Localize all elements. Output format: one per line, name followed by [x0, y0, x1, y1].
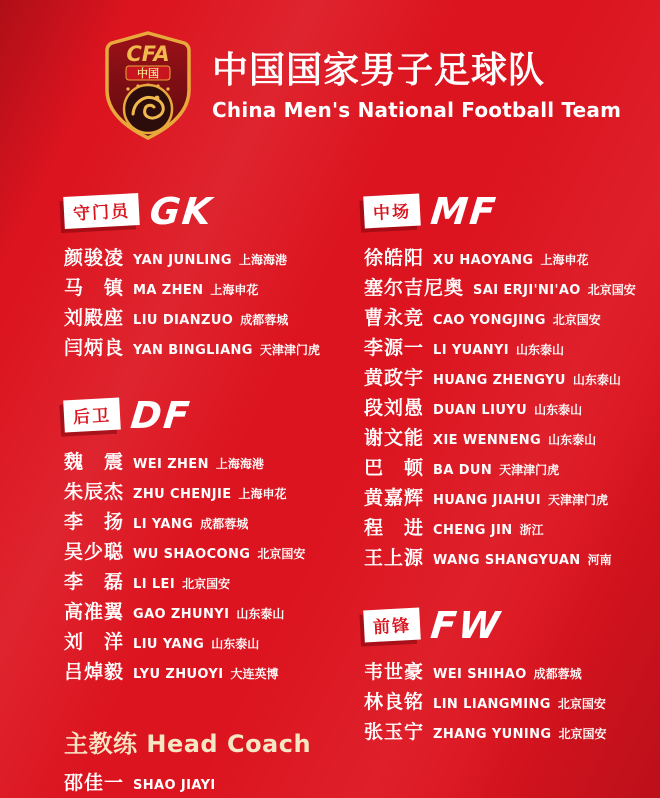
player-name: 吕焯毅 — [64, 661, 125, 683]
player-club: 山东泰山 — [236, 607, 285, 621]
player-name: 闫炳良 — [64, 337, 125, 359]
section-label-en: DF — [128, 393, 194, 437]
player-club: 上海申花 — [540, 253, 589, 267]
player-pinyin: GAO ZHUNYI — [133, 607, 230, 622]
player-name: 曹永竞 — [364, 307, 425, 329]
player-club: 上海海港 — [239, 253, 288, 267]
player-pinyin: YAN JUNLING — [133, 253, 232, 268]
player-name: 高准翼 — [64, 601, 125, 623]
player-club: 北京国安 — [557, 697, 606, 711]
player-club: 天津津门虎 — [548, 493, 609, 507]
player-club: 山东泰山 — [548, 433, 597, 447]
player-list-gk — [64, 245, 364, 364]
player-club: 北京国安 — [552, 313, 601, 327]
section-label-cn: 中场 — [363, 194, 421, 229]
player-name: 林良铭 — [364, 691, 425, 713]
player-name: 李 磊 — [64, 571, 125, 593]
player-row — [64, 305, 364, 334]
player-row — [364, 515, 660, 544]
title-chinese: 中国国家男子足球队 — [212, 49, 546, 91]
player-row — [64, 659, 364, 688]
player-pinyin: SAI ERJI'NI'AO — [473, 283, 581, 298]
player-club: 山东泰山 — [211, 637, 260, 651]
player-pinyin: CAO YONGJING — [433, 313, 546, 328]
player-club: 北京国安 — [558, 727, 607, 741]
player-name: 巴 顿 — [364, 457, 425, 479]
player-name: 徐皓阳 — [364, 247, 425, 269]
player-name: 张玉宁 — [364, 721, 425, 743]
player-pinyin: LIU YANG — [133, 637, 205, 652]
player-club: 天津津门虎 — [259, 343, 320, 357]
player-row — [64, 539, 364, 568]
player-pinyin: LI YUANYI — [433, 343, 510, 358]
player-name: 程 进 — [364, 517, 425, 539]
player-pinyin: LIN LIANGMING — [433, 697, 551, 712]
player-club: 山东泰山 — [516, 343, 565, 357]
player-row — [64, 245, 364, 274]
head-coach-row — [64, 768, 311, 795]
player-name: 颜骏凌 — [64, 247, 125, 269]
player-club: 山东泰山 — [534, 403, 583, 417]
head-coach-label-en: Head Coach — [146, 730, 312, 758]
section-label-cn: 前锋 — [363, 608, 421, 643]
player-row — [64, 599, 364, 628]
player-club: 成都蓉城 — [533, 667, 582, 681]
head-coach-pinyin: SHAO JIAYI — [133, 778, 216, 793]
player-row — [364, 305, 660, 334]
player-pinyin: WEI ZHEN — [133, 457, 209, 472]
player-pinyin: YAN BINGLIANG — [133, 343, 253, 358]
player-pinyin: BA DUN — [433, 463, 493, 478]
player-club: 山东泰山 — [572, 373, 621, 387]
player-row — [364, 365, 660, 394]
player-pinyin: LI LEI — [133, 577, 176, 592]
player-list-mf — [364, 245, 660, 574]
player-name: 魏 震 — [64, 451, 125, 473]
player-row — [364, 485, 660, 514]
title-block — [212, 50, 621, 122]
section-label-en: FW — [428, 603, 504, 647]
player-row — [364, 425, 660, 454]
player-pinyin: ZHANG YUNING — [433, 727, 552, 742]
head-coach-label-cn: 主教练 — [64, 730, 138, 758]
player-pinyin: MA ZHEN — [133, 283, 204, 298]
player-row — [364, 689, 660, 718]
player-row — [364, 245, 660, 274]
player-pinyin: LYU ZHUOYI — [133, 667, 224, 682]
player-row — [364, 335, 660, 364]
section-fw — [364, 604, 660, 748]
player-name: 段刘愚 — [364, 397, 425, 419]
player-club: 天津津门虎 — [499, 463, 560, 477]
player-club: 北京国安 — [182, 577, 231, 591]
player-row — [64, 275, 364, 304]
section-header-gk — [64, 190, 364, 232]
section-label-cn: 后卫 — [63, 398, 121, 433]
player-name: 吴少聪 — [64, 541, 125, 563]
player-row — [64, 569, 364, 598]
player-pinyin: XIE WENNENG — [433, 433, 542, 448]
player-name: 韦世豪 — [364, 661, 425, 683]
player-row — [64, 335, 364, 364]
player-pinyin: HUANG ZHENGYU — [433, 373, 566, 388]
player-name: 王上源 — [364, 547, 425, 569]
badge-acronym-text: CFA — [126, 42, 170, 66]
player-pinyin: LI YANG — [133, 517, 194, 532]
player-row — [64, 479, 364, 508]
player-name: 李 扬 — [64, 511, 125, 533]
player-row — [364, 455, 660, 484]
player-row — [364, 659, 660, 688]
head-coach-name: 邵佳一 — [64, 772, 125, 794]
title-english: China Men's National Football Team — [212, 98, 622, 123]
head-coach-title — [64, 724, 311, 759]
player-name: 黄嘉辉 — [364, 487, 425, 509]
section-df — [64, 394, 364, 688]
head-coach-section — [64, 724, 311, 795]
section-label-en: MF — [428, 189, 500, 233]
player-pinyin: XU HAOYANG — [433, 253, 534, 268]
player-club: 河南 — [587, 553, 612, 567]
player-club: 成都蓉城 — [240, 313, 289, 327]
badge-country-text: 中国 — [137, 67, 159, 80]
player-pinyin: CHENG JIN — [433, 523, 513, 538]
player-name: 李源一 — [364, 337, 425, 359]
player-club: 大连英博 — [230, 667, 279, 681]
section-mf — [364, 190, 660, 574]
section-gk — [64, 190, 364, 364]
player-club: 上海海港 — [215, 457, 264, 471]
roster-columns — [0, 142, 660, 778]
player-name: 黄政宇 — [364, 367, 425, 389]
player-pinyin: HUANG JIAHUI — [433, 493, 541, 508]
player-pinyin: LIU DIANZUO — [133, 313, 234, 328]
section-label-cn: 守门员 — [63, 193, 140, 229]
player-club: 北京国安 — [587, 283, 636, 297]
player-club: 上海申花 — [210, 283, 259, 297]
player-pinyin: DUAN LIUYU — [433, 403, 528, 418]
player-list-df — [64, 449, 364, 688]
column-right — [364, 190, 660, 778]
player-pinyin: WANG SHANGYUAN — [433, 553, 581, 568]
player-name: 刘 洋 — [64, 631, 125, 653]
player-club: 上海申花 — [238, 487, 287, 501]
player-row — [64, 449, 364, 478]
player-list-fw — [364, 659, 660, 748]
section-label-en: GK — [147, 189, 216, 233]
section-header-fw — [364, 604, 660, 646]
cfa-badge-icon — [100, 30, 196, 142]
section-header-mf — [364, 190, 660, 232]
player-name: 塞尔吉尼奥 — [364, 277, 465, 299]
player-row — [64, 509, 364, 538]
player-row — [364, 719, 660, 748]
player-pinyin: ZHU CHENJIE — [133, 487, 232, 502]
player-name: 朱辰杰 — [64, 481, 125, 503]
player-name: 谢文能 — [364, 427, 425, 449]
player-row — [64, 629, 364, 658]
player-row — [364, 275, 660, 304]
column-left — [64, 190, 364, 778]
player-name: 刘殿座 — [64, 307, 125, 329]
player-club: 浙江 — [519, 523, 544, 537]
poster-header — [0, 0, 660, 142]
player-club: 北京国安 — [257, 547, 306, 561]
player-row — [364, 545, 660, 574]
section-header-df — [64, 394, 364, 436]
player-row — [364, 395, 660, 424]
player-club: 成都蓉城 — [200, 517, 249, 531]
player-pinyin: WU SHAOCONG — [133, 547, 251, 562]
player-name: 马 镇 — [64, 277, 125, 299]
player-pinyin: WEI SHIHAO — [433, 667, 527, 682]
